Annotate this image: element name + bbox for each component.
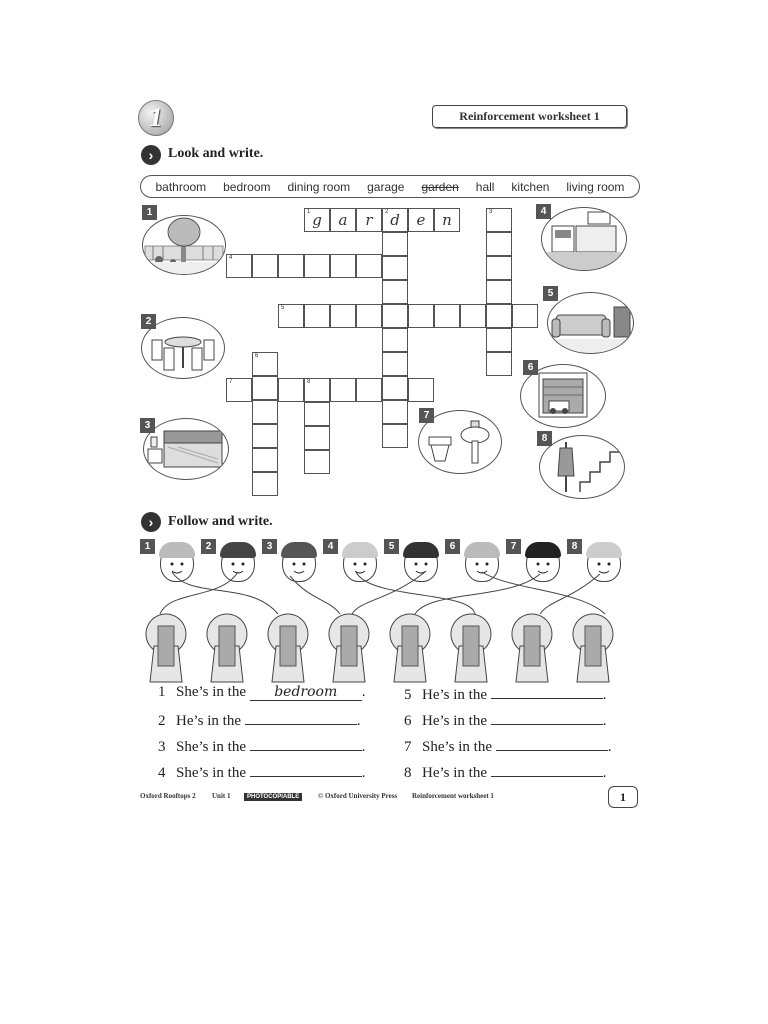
crossword-cell[interactable]: [382, 280, 408, 304]
sentence-text: She’s in the: [422, 739, 492, 755]
kitchen-icon: [542, 208, 626, 270]
sentence-text: He’s in the: [422, 687, 487, 703]
answer-blank[interactable]: [250, 736, 362, 751]
footer-book: Oxford Rooftops 2: [140, 792, 196, 800]
sentence-number: 5: [404, 687, 412, 703]
sentence-number: 8: [404, 765, 412, 781]
crossword-cell[interactable]: [382, 352, 408, 376]
sentence-end: .: [607, 739, 612, 755]
crossword-cell[interactable]: [356, 254, 382, 278]
answer-blank[interactable]: bedroom: [250, 686, 362, 701]
crossword-cell[interactable]: [486, 232, 512, 256]
child-number: 2: [201, 539, 216, 554]
answer-blank[interactable]: [496, 736, 608, 751]
sentence-text: She’s in the: [176, 765, 246, 781]
unit-badge: 1: [138, 100, 174, 136]
crossword-letter: e: [416, 211, 426, 229]
bed-icon: [144, 419, 228, 479]
crossword-cell[interactable]: [356, 378, 382, 402]
crossword-cell[interactable]: [252, 254, 278, 278]
sentence-number: 4: [158, 765, 166, 781]
clue-number: 4: [229, 255, 233, 261]
crossword-cell[interactable]: [330, 304, 356, 328]
crossword-cell[interactable]: [486, 208, 512, 232]
sentence-number: 1: [158, 684, 166, 700]
picture-number: 6: [523, 360, 538, 375]
section1-title: Look and write.: [168, 146, 264, 161]
crossword-cell[interactable]: [382, 376, 408, 400]
crossword-cell[interactable]: [434, 208, 460, 232]
sentence-number: 3: [158, 739, 166, 755]
sentence-row: [404, 684, 607, 704]
chevron-right-icon: ›: [141, 512, 161, 532]
child-number: 3: [262, 539, 277, 554]
picture-number: 7: [419, 408, 434, 423]
crossword-cell[interactable]: [486, 328, 512, 352]
footer-photocopiable: PHOTOCOPIABLE: [244, 792, 302, 800]
keyhole-room-icon: [386, 612, 434, 684]
crossword-cell[interactable]: [356, 208, 382, 232]
word-bank-item: living room: [566, 179, 625, 194]
word-bank-item: hall: [475, 179, 495, 194]
footer-copyright: © Oxford University Press: [318, 792, 398, 800]
answer-blank[interactable]: [491, 762, 603, 777]
crossword-cell[interactable]: [356, 304, 382, 328]
sentence-row: [404, 736, 612, 756]
crossword-cell[interactable]: [486, 280, 512, 304]
section2-title: Follow and write.: [168, 514, 273, 529]
child-number: 1: [140, 539, 155, 554]
crossword-cell[interactable]: [278, 254, 304, 278]
sentence-end: .: [361, 739, 366, 755]
sentence-text: She’s in the: [176, 739, 246, 755]
crossword-cell[interactable]: [278, 304, 304, 328]
sentence-row: [158, 736, 366, 756]
word-bank: [140, 175, 640, 198]
crossword-cell[interactable]: [252, 448, 278, 472]
bedroom-picture: [143, 418, 229, 480]
crossword-cell[interactable]: [408, 304, 434, 328]
clue-number: 7: [229, 379, 233, 385]
word-bank-item: bedroom: [223, 179, 271, 194]
sentence-end: .: [602, 687, 607, 703]
keyhole-room-icon: [569, 612, 617, 684]
crossword-letter: a: [338, 211, 348, 229]
answer-blank[interactable]: [491, 710, 603, 725]
sentence-end: .: [602, 765, 607, 781]
answer-blank[interactable]: [491, 684, 603, 699]
crossword-cell[interactable]: [486, 304, 512, 328]
crossword-cell[interactable]: [486, 256, 512, 280]
crossword-cell[interactable]: [382, 208, 408, 232]
picture-number: 4: [536, 204, 551, 219]
picture-number: 3: [140, 418, 155, 433]
garden-picture: [142, 215, 226, 275]
crossword-letter: r: [365, 211, 373, 229]
answer-blank[interactable]: [245, 710, 357, 725]
living-room-picture: [547, 292, 634, 354]
crossword-cell[interactable]: [304, 450, 330, 474]
sentence-row: [158, 684, 366, 701]
crossword-cell[interactable]: [330, 208, 356, 232]
crossword-cell[interactable]: [226, 378, 252, 402]
keyhole-room-icon: [203, 612, 251, 684]
clue-number: 6: [255, 353, 259, 359]
sentence-number: 7: [404, 739, 412, 755]
keyhole-room-icon: [447, 612, 495, 684]
kitchen-picture: [541, 207, 627, 271]
worksheet-title: Reinforcement worksheet 1: [432, 105, 627, 128]
child-number: 7: [506, 539, 521, 554]
word-bank-item: dining room: [287, 179, 351, 194]
crossword-cell[interactable]: [486, 352, 512, 376]
crossword-cell[interactable]: [434, 304, 460, 328]
word-bank-item: bathroom: [155, 179, 207, 194]
keyhole-room-icon: [142, 612, 190, 684]
crossword-cell[interactable]: [304, 378, 330, 402]
picture-number: 1: [142, 205, 157, 220]
crossword-cell[interactable]: [382, 424, 408, 448]
footer-worksheet: Reinforcement worksheet 1: [412, 792, 494, 800]
sentence-end: .: [361, 684, 366, 700]
crossword-cell[interactable]: [252, 400, 278, 424]
sentence-number: 6: [404, 713, 412, 729]
crossword-cell[interactable]: [382, 328, 408, 352]
crossword-cell[interactable]: [304, 304, 330, 328]
sentence-row: [404, 710, 607, 730]
crossword-cell[interactable]: [382, 232, 408, 256]
sentence-row: [404, 762, 607, 782]
picture-number: 8: [537, 431, 552, 446]
sentence-text: He’s in the: [422, 713, 487, 729]
footer-unit: Unit 1: [212, 792, 231, 800]
crossword-cell[interactable]: [408, 208, 434, 232]
crossword-cell[interactable]: [252, 376, 278, 400]
picture-number: 2: [141, 314, 156, 329]
crossword-cell[interactable]: [382, 400, 408, 424]
crossword-cell[interactable]: [330, 254, 356, 278]
crossword-letter: g: [312, 211, 322, 229]
tree-icon: [143, 216, 225, 274]
clue-number: 8: [307, 379, 311, 385]
chevron-right-icon: ›: [141, 145, 161, 165]
crossword-cell[interactable]: [382, 256, 408, 280]
word-bank-item: garage: [367, 179, 405, 194]
page-number: 1: [608, 786, 638, 808]
sofa-icon: [548, 293, 633, 353]
crossword-letter: d: [390, 211, 400, 229]
clue-number: 1: [307, 209, 311, 215]
crossword-letter: n: [442, 211, 452, 229]
crossword-cell[interactable]: [304, 208, 330, 232]
sentence-end: .: [602, 713, 607, 729]
child-number: 8: [567, 539, 582, 554]
child-number: 5: [384, 539, 399, 554]
keyhole-room-icon: [508, 612, 556, 684]
sentence-number: 2: [158, 713, 166, 729]
word-bank-item: kitchen: [511, 179, 550, 194]
sentence-row: [158, 710, 361, 730]
crossword-cell[interactable]: [330, 378, 356, 402]
word-bank-item-struck: garden: [421, 179, 459, 194]
sentence-text: She’s in the: [176, 684, 246, 700]
crossword-cell[interactable]: [408, 378, 434, 402]
keyhole-room-icon: [325, 612, 373, 684]
crossword-cell[interactable]: [252, 472, 278, 496]
crossword-cell[interactable]: [304, 254, 330, 278]
crossword-cell[interactable]: [226, 254, 252, 278]
sentence-end: .: [356, 713, 361, 729]
child-number: 4: [323, 539, 338, 554]
crossword-cell[interactable]: [278, 378, 304, 402]
sentence-text: He’s in the: [176, 713, 241, 729]
coat-stand-icon: [540, 436, 624, 498]
crossword-cell[interactable]: [304, 426, 330, 450]
clue-number: 2: [385, 209, 389, 215]
crossword-cell[interactable]: [252, 352, 278, 376]
crossword-cell[interactable]: [460, 304, 486, 328]
crossword-cell[interactable]: [304, 402, 330, 426]
clue-number: 5: [281, 305, 285, 311]
picture-number: 5: [543, 286, 558, 301]
answer-blank[interactable]: [250, 762, 362, 777]
child-number: 6: [445, 539, 460, 554]
crossword-cell[interactable]: [382, 304, 408, 328]
sentence-row: [158, 762, 366, 782]
clue-number: 3: [489, 209, 493, 215]
sentence-end: .: [361, 765, 366, 781]
sentence-text: He’s in the: [422, 765, 487, 781]
crossword-cell[interactable]: [252, 424, 278, 448]
keyhole-room-icon: [264, 612, 312, 684]
crossword-cell[interactable]: [512, 304, 538, 328]
